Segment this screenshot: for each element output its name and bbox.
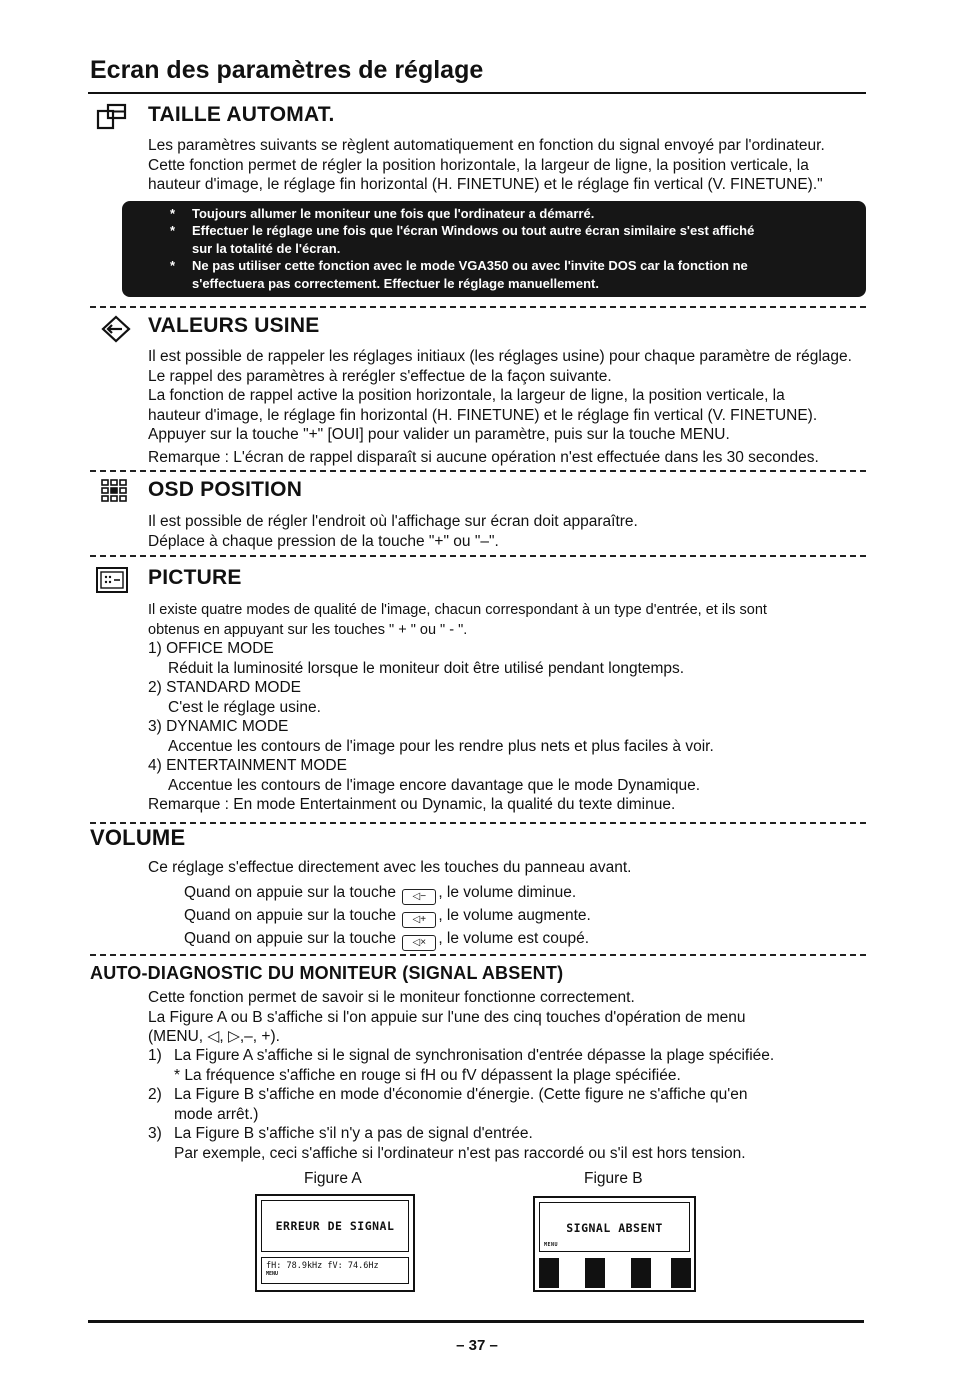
volume-down-key: ◁− [402,889,436,905]
picture-modes [148,639,878,815]
bottom-rule [88,1320,864,1323]
section-divider [90,306,866,308]
valeurs-line: La fonction de rappel active la position horizontale, la largeur de ligne, la position verticale, la [148,387,785,404]
notice-line: Effectuer le réglage une fois que l'écran Windows ou tout autre écran similaire s'est affiché [192,223,755,239]
volume-row-result: , le volume est coupé. [438,930,590,947]
valeurs-text [148,347,878,467]
diag-item-line: La Figure A s'affiche si le signal de synchronisation d'entrée dépasse la plage spécifiée. [174,1047,775,1064]
volume-text [148,858,878,878]
section-divider [90,954,866,956]
figure-b-label: Figure B [584,1170,643,1187]
volume-up-key: ◁+ [402,912,436,928]
taille-text [148,136,878,195]
diag-item [148,1046,878,1085]
notice-line: Ne pas utiliser cette fonction avec le mode VGA350 ou avec l'invite DOS car la fonction ne [192,258,748,274]
volume-row [184,882,914,905]
picture-intro-line: Il existe quatre modes de qualité de l'image, chacun correspondant à un type d'entrée, et ils sont [148,602,767,618]
figure-b-message: SIGNAL ABSENT [566,1221,663,1235]
figure-a [255,1194,415,1292]
osd-position-icon [100,478,128,504]
volume-row [184,928,914,951]
diag-item [148,1085,878,1124]
figure-b-bar [671,1258,691,1288]
auto-size-icon [96,102,128,132]
osd-line: Il est possible de régler l'endroit où l'affichage sur écran doit apparaître. [148,513,638,530]
diag-item-number: 1) [148,1047,162,1064]
figure-b [533,1196,696,1292]
valeurs-line: Le rappel des paramètres à rerégler s'effectue de la façon suivante. [148,367,612,385]
diag-item-number: 2) [148,1086,162,1103]
page-number: – 37 – [456,1337,498,1354]
picture-text [148,601,878,640]
notice-item [122,222,866,257]
diag-items [148,1046,878,1163]
valeurs-line: Il est possible de rappeler les réglages initiaux (les réglages usine) pour chaque paramètre de réglage. [148,348,852,365]
section-divider [90,470,866,472]
volume-row-text: Quand on appuie sur la touche [184,930,396,947]
valeurs-line: Remarque : L'écran de rappel disparaît si aucune opération n'est effectuée dans les 30 secondes. [148,448,819,466]
mode-desc: Accentue les contours de l'image pour les rendre plus nets et plus faciles à voir. [168,737,714,755]
figure-b-bar [539,1258,559,1288]
diag-item-line: Par exemple, ceci s'affiche si l'ordinateur n'est pas raccordé ou s'il est hors tension. [174,1144,746,1162]
figure-b-bar [585,1258,605,1288]
valeurs-line: hauteur d'image, le réglage fin horizontal (H. FINETUNE) et le réglage fin vertical (V. FINETUNE). [148,406,818,424]
figure-a-label: Figure A [304,1170,362,1187]
figure-a-frequency-box [261,1257,409,1284]
mode-desc: Réduit la luminosité lorsque le moniteur doit être utilisé pendant longtemps. [168,659,685,677]
notice-line: Toujours allumer le moniteur une fois que l'ordinateur a démarré. [192,206,595,221]
volume-rows [184,882,914,951]
notice-line: sur la totalité de l'écran. [192,240,341,256]
osd-text [148,512,878,551]
section-divider [90,555,866,557]
diag-intro-line: (MENU, ◁, ▷,–, +). [148,1028,280,1045]
picture-icon [95,566,129,594]
mode-desc: Accentue les contours de l'image encore davantage que le mode Dynamique. [168,776,701,794]
diag-item-line: La Figure B s'affiche en mode d'économie d'énergie. (Cette figure ne s'affiche qu'en [174,1086,748,1103]
volume-mute-key: ◁× [402,935,436,951]
picture-remark: Remarque : En mode Entertainment ou Dynamic, la qualité du texte diminue. [148,796,676,813]
diag-item-line: * La fréquence s'affiche en rouge si fH ou fV dépassent la plage spécifiée. [174,1066,681,1084]
diag-intro-line: La Figure A ou B s'affiche si l'on appuie sur l'une des cinq touches d'opération de menu [148,1008,746,1026]
taille-line: Les paramètres suivants se règlent automatiquement en fonction du signal envoyé par l'ordinateur. [148,137,825,154]
volume-row-result: , le volume diminue. [438,884,577,901]
diag-item-number: 3) [148,1125,162,1142]
notice-line: s'effectuera pas correctement. Effectuer le réglage manuellement. [192,275,599,291]
volume-row-result: , le volume augmente. [438,907,591,924]
volume-heading: VOLUME [90,825,186,850]
picture-intro-line: obtenus en appuyant sur les touches " + " ou " - ". [148,621,468,638]
factory-reset-icon [100,314,132,344]
valeurs-line: Appuyer sur la touche "+" [OUI] pour valider un paramètre, puis sur la touche MENU. [148,426,730,443]
osd-line: Déplace à chaque pression de la touche "+" ou "–". [148,532,499,550]
taille-heading: TAILLE AUTOMAT. [148,103,335,126]
notice-bullet: * [170,223,176,239]
diag-item-line: mode arrêt.) [174,1105,259,1123]
osd-heading: OSD POSITION [148,478,303,501]
taille-line: Cette fonction permet de régler la position horizontale, la largeur de ligne, la position verticale, la [148,156,809,174]
diag-item [148,1124,878,1163]
volume-row [184,905,914,928]
figure-a-frequency: fH: 78.9kHz fV: 74.6Hz [266,1261,379,1271]
mode-title: 3) DYNAMIC MODE [148,718,289,735]
figure-b-menu: MENU [544,1242,559,1248]
diag-text [148,988,878,1047]
notice-box [122,201,866,297]
diag-heading: AUTO-DIAGNOSTIC DU MONITEUR (SIGNAL ABSENT) [90,963,564,983]
notice-bullet: * [170,206,176,221]
mode-title: 4) ENTERTAINMENT MODE [148,757,347,774]
volume-row-text: Quand on appuie sur la touche [184,907,396,924]
title-rule [88,92,866,94]
section-divider [90,822,866,824]
figure-b-bar [631,1258,651,1288]
volume-intro: Ce réglage s'effectue directement avec les touches du panneau avant. [148,859,632,876]
mode-desc: C'est le réglage usine. [168,698,321,716]
notice-item [122,205,866,222]
volume-row-text: Quand on appuie sur la touche [184,884,396,901]
diag-item-line: La Figure B s'affiche s'il n'y a pas de signal d'entrée. [174,1125,533,1142]
notice-bullet: * [170,258,176,274]
figure-a-menu: MENU [266,1271,279,1277]
notice-item [122,257,866,292]
figure-a-message: ERREUR DE SIGNAL [261,1200,409,1252]
figure-b-screen [539,1202,690,1252]
mode-title: 1) OFFICE MODE [148,640,274,657]
page-title: Ecran des paramètres de réglage [90,56,484,84]
taille-line: hauteur d'image, le réglage fin horizontal (H. FINETUNE) et le réglage fin vertical (V. FINETUNE)." [148,176,823,193]
picture-heading: PICTURE [148,566,242,589]
diag-intro-line: Cette fonction permet de savoir si le moniteur fonctionne correctement. [148,989,635,1006]
valeurs-heading: VALEURS USINE [148,314,320,337]
mode-title: 2) STANDARD MODE [148,679,302,696]
